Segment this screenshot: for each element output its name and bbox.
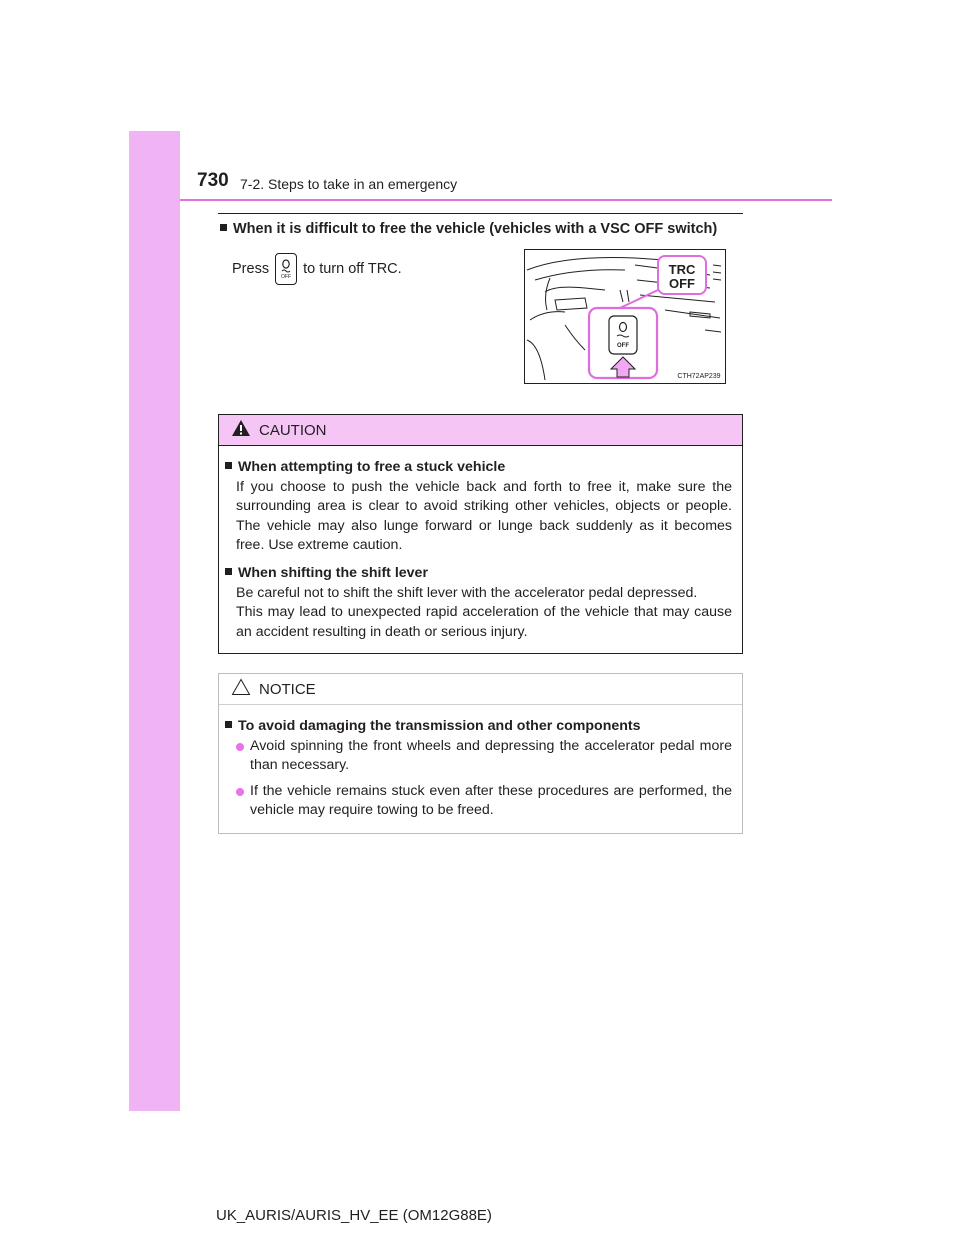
- caution-item-text: Be careful not to shift the shift lever with the accelerator pedal depressed.: [236, 584, 698, 601]
- notice-title: NOTICE: [259, 680, 316, 698]
- caution-box: [218, 414, 743, 654]
- caution-item-text: This may lead to unexpected rapid acceleration of the vehicle that may cause an accident resulting in death or serious injury.: [236, 604, 732, 640]
- warning-triangle-outline-icon: [231, 678, 251, 700]
- press-before-text: Press: [232, 261, 270, 277]
- chapter-title: 7-2. Steps to take in an emergency: [240, 176, 458, 192]
- press-instruction: [232, 253, 402, 285]
- figure-code: CTH72AP239: [677, 373, 721, 380]
- square-bullet-icon: [220, 224, 227, 231]
- caution-header: [219, 415, 742, 446]
- section-heading-text: When it is difficult to free the vehicle (vehicles with a VSC OFF switch): [233, 221, 718, 237]
- callout-off-text: OFF: [669, 276, 695, 291]
- notice-bullet: If the vehicle remains stuck even after these procedures are performed, the vehicle may require towing to be freed.: [225, 782, 732, 821]
- svg-text:OFF: OFF: [281, 274, 292, 280]
- caution-title: CAUTION: [259, 421, 327, 439]
- notice-heading: To avoid damaging the transmission and other components: [225, 717, 732, 737]
- footer-model: UK_AURIS/AURIS_HV_EE (OM12G88E): [216, 1207, 492, 1224]
- notice-box: [218, 673, 743, 834]
- side-tab: [129, 131, 180, 1111]
- section-heading: [220, 221, 717, 237]
- page-number: 730: [197, 170, 229, 191]
- bullet-dot-icon: [236, 743, 244, 751]
- vsc-off-switch-icon: [275, 253, 297, 285]
- caution-item-heading: When shifting the shift lever: [225, 564, 732, 584]
- caution-item-text: If you choose to push the vehicle back and forth to free it, make sure the surrounding area is clear to avoid striking other vehicles, objects or people. The vehicle may also lunge forward or lunge back suddenly as it becomes free. Use extreme caution.: [236, 478, 732, 554]
- header-rule: [180, 199, 832, 201]
- dashboard-illustration: [524, 249, 726, 384]
- caution-item-heading: When attempting to free a stuck vehicle: [225, 458, 732, 478]
- callout-trc-text: TRC: [668, 262, 696, 277]
- bullet-dot-icon: [236, 788, 244, 796]
- section-rule: [218, 213, 743, 214]
- figure-button-label: OFF: [617, 343, 629, 349]
- warning-triangle-icon: [231, 419, 251, 441]
- press-after-text: to turn off TRC.: [303, 261, 402, 277]
- notice-bullet: Avoid spinning the front wheels and depressing the accelerator pedal more than necessary.: [225, 737, 732, 776]
- notice-header: [219, 674, 742, 705]
